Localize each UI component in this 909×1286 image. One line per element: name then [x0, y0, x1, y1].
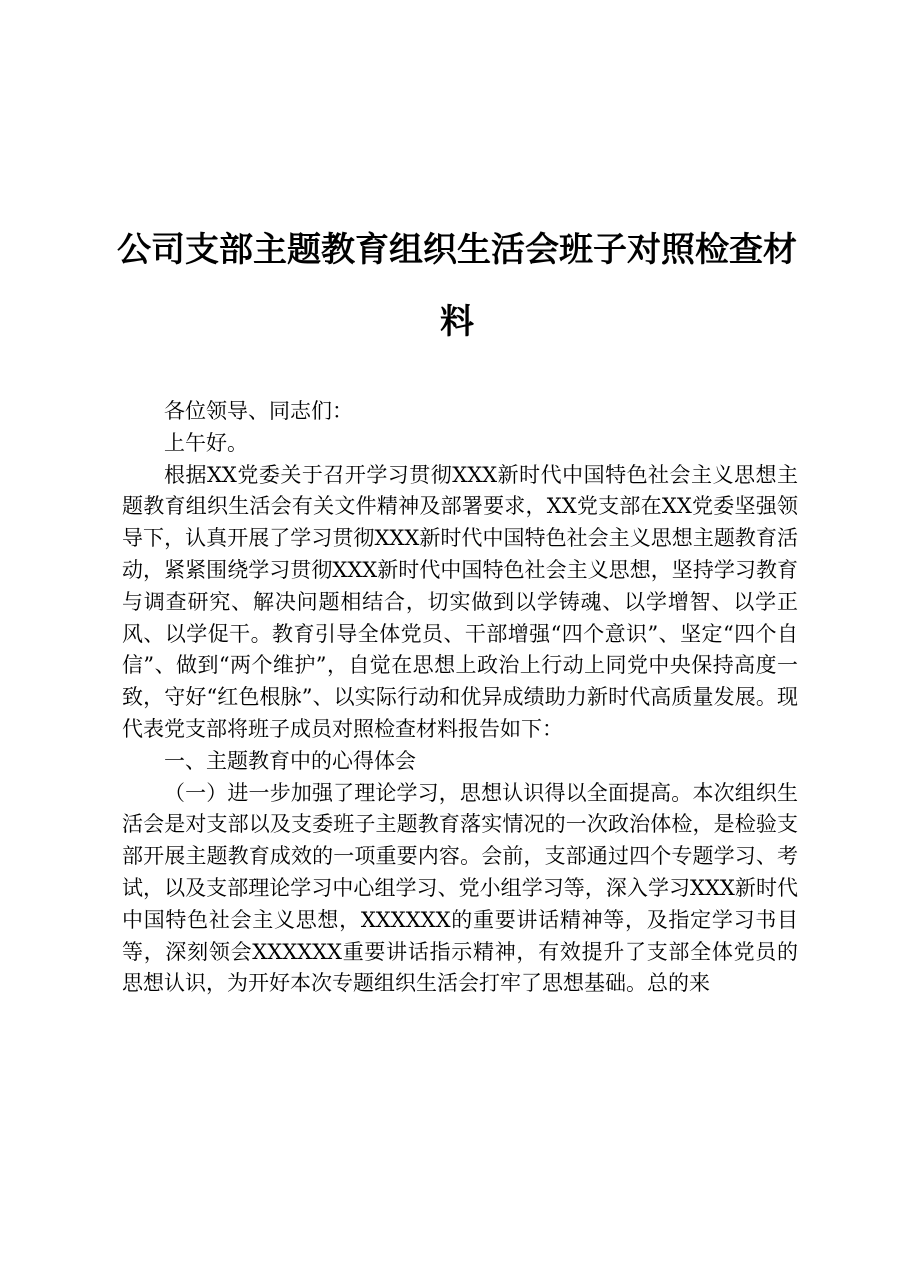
- subsection-paragraph-1: （一）进一步加强了理论学习，思想认识得以全面提高。本次组织生活会是对支部以及支委班子主题教育落实情况的一次政治体检，是检验支部开展主题教育成效的一项重要内容。会前，支部通过四个专题学习、考试，以及支部理论学习中心组学习、党小组学习等，深入学习XXX新时代中国特色社会主义思想，XXXXXX的重要讲话精神等，及指定学习书目等，深刻领会XXXXXX重要讲话指示精神，有效提升了支部全体党员的思想认识，为开好本次专题组织生活会打牢了思想基础。总的来: [122, 780, 798, 996]
- greeting: 上午好。: [164, 430, 248, 455]
- salutation: 各位领导、同志们：: [164, 399, 353, 423]
- intro-paragraph: 根据XX党委关于召开学习贯彻XXX新时代中国特色社会主义思想主题教育组织生活会有关文件精神及部署要求，XX党支部在XX党委坚强领导下，认真开展了学习贯彻XXX新时代中国特色社会主义思想主题教育活动，紧紧围绕学习贯彻XXX新时代中国特色社会主义思想，坚持学习教育与调查研究、解决问题相结合，切实做到以学铸魂、以学增智、以学正风、以学促干。教育引导全体党员、干部增强“四个意识”、坚定“四个自信”、做到“两个维护”，自觉在思想上政治上行动上同党中央保持高度一致，守好“红色根脉”、以实际行动和优异成绩助力新时代高质量发展。现代表党支部将班子成员对照检查材料报告如下：: [122, 462, 798, 741]
- section-heading-1: 一、主题教育中的心得体会: [164, 748, 416, 773]
- document-body: [122, 396, 798, 1000]
- document-title: 公司支部主题教育组织生活会班子对照检查材料: [117, 230, 797, 342]
